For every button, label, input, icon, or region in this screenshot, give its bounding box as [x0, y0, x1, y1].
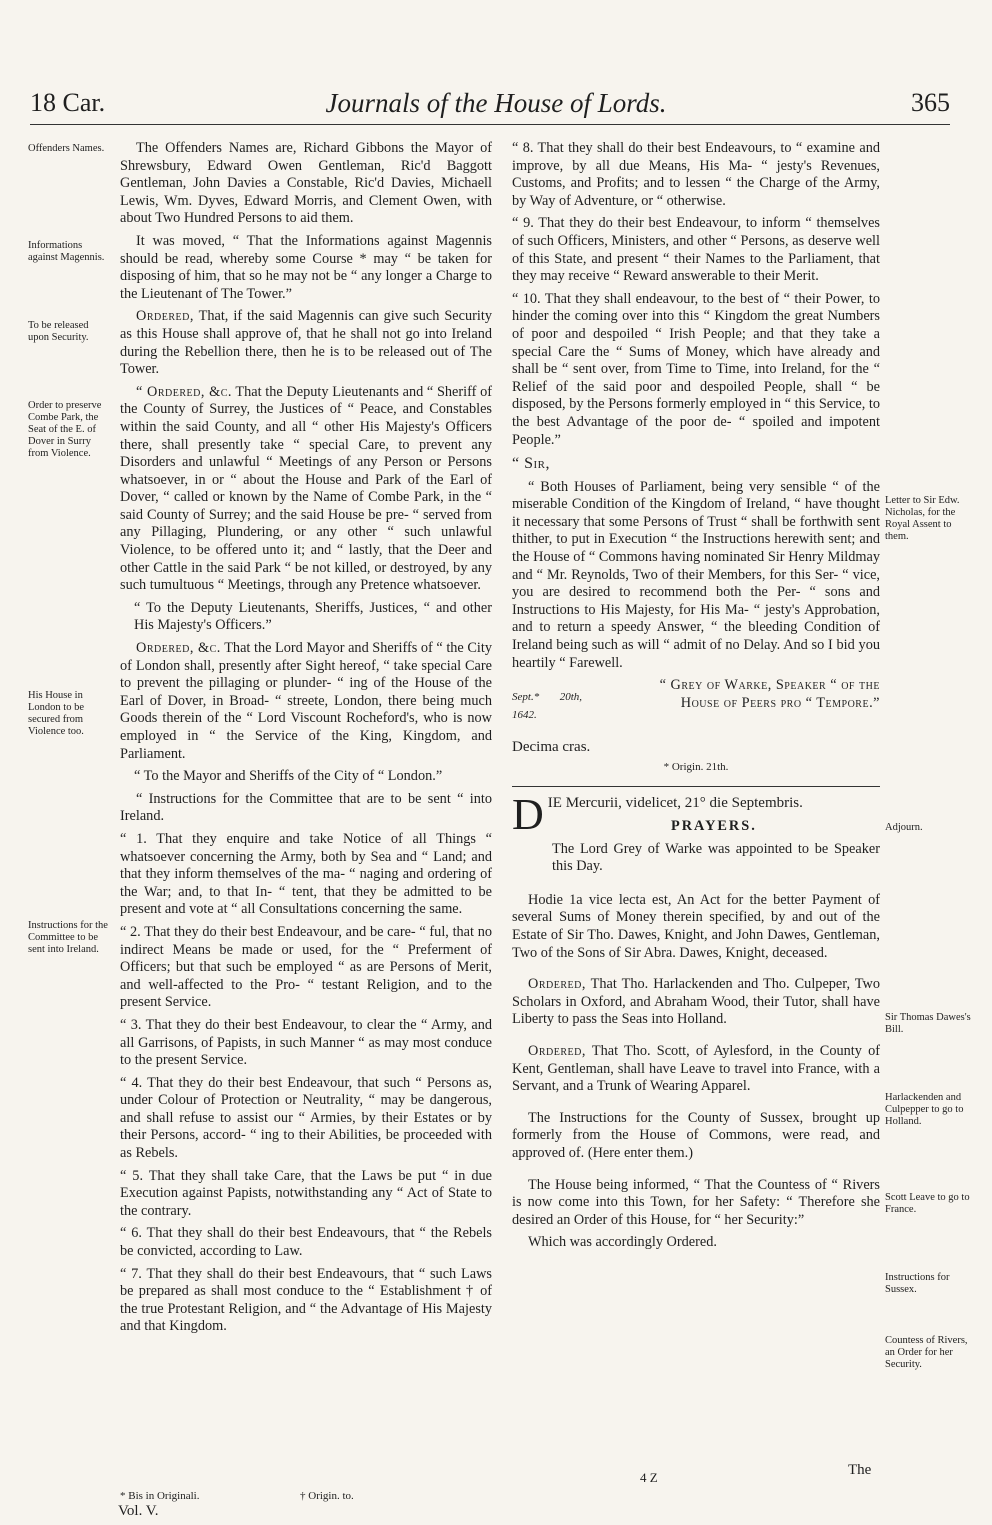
margin-note: Scott Leave to go to France.	[885, 1192, 970, 1215]
instruction-item: “ 1. That they enquire and take Notice of all Things “ whatsoever concerning the Army, both by Sea and “ Land; and that they inform themselves of the ma- “ naging and ordering of the War; and, to that In- “ tent, that they be admitted to be present and vote at “ all Consultations concerning the same.	[120, 830, 492, 918]
paragraph: Ordered, That, if the said Magennis can give such Security as this House shall approve of, that he shall not go into Ireland during the Rebellion there, then he is to be released out of The Tower.	[120, 308, 492, 378]
paragraph: “ Instructions for the Committee that are to be sent “ into Ireland.	[120, 790, 492, 825]
margin-note: Offenders Names.	[28, 143, 105, 154]
page-header	[0, 88, 992, 128]
catchword: The	[848, 1462, 872, 1478]
margin-note: His House in London to be secured from Violence too.	[28, 690, 84, 737]
date-heading: DIE Mercurii, videlicet, 21° die Septembris.	[512, 790, 803, 840]
footnote: * Bis in Originali.	[120, 1490, 200, 1502]
order-lead: Ordered, &c.	[136, 640, 221, 657]
margin-note: Harlackenden and Culpepper to go to Holland.	[885, 1092, 964, 1127]
letter-signature: “ Grey of Warke, Speaker “ of the House of Peers pro “ Tempore.”	[659, 677, 880, 711]
margin-note: Order to preserve Combe Park, the Seat of the E. of Dover in Surry from Violence.	[28, 400, 102, 459]
margin-note: Adjourn.	[885, 822, 923, 833]
letter-date: Sept.* 20th, 1642.	[512, 691, 582, 721]
instruction-item: “ 2. That they do their best Endeavour, and be care- “ ful, that no indirect Means be made or used, for the “ Preferment of Officers; but that such be employed “ as are Persons of Merit, and well-affected to the Pro- “ testant Religion, and to the present Service.	[120, 923, 492, 1011]
letter-closing	[512, 677, 880, 731]
signature-mark: 4 Z	[640, 1470, 658, 1485]
address-line: “ To the Deputy Lieutenants, Sheriffs, Justices, “ and other His Majesty's Officers.”	[134, 599, 492, 634]
prayers-heading: PRAYERS.	[671, 818, 757, 834]
instruction-item: “ 8. That they shall do their best Endeavours, to “ examine and improve, by all due Means, His Ma- “ jesty's Revenues, Customs, and Profits; and to lessen “ the Charge of the Army, by Way of Adventure, or “ otherwise.	[512, 140, 880, 209]
running-title: Journals of the House of Lords.	[325, 88, 667, 118]
paragraph: It was moved, “ That the Informations against Magennis should be read, whereby some Course * may “ be taken for disposing of him, that so he may not be “ any longer a Charge to the Lieutenant of The Tower.”	[120, 232, 492, 302]
order-lead: Ordered,	[136, 308, 194, 325]
margin-note: Sir Thomas Dawes's Bill.	[885, 1012, 971, 1035]
section-rule	[512, 786, 880, 787]
header-rule	[30, 124, 950, 125]
volume-label: Vol. V.	[118, 1503, 159, 1519]
instruction-item: “ 6. That they shall do their best Endeavours, that “ the Rebels be convicted, according to Law.	[120, 1225, 492, 1260]
margin-note: To be released upon Security.	[28, 320, 89, 343]
instruction-item: “ 9. That they do their best Endeavour, to inform “ themselves of such Officers, Ministers, and other “ Persons, as deserve well of this State, and present “ their Names to the Parliament, that they may receive “ Reward answerable to their Merit.	[512, 215, 880, 285]
paragraph: Ordered, That Tho. Harlackenden and Tho. Culpeper, Two Scholars in Oxford, and Abraham Wood, their Tutor, shall have Liberty to pass the Seas into Holland.	[512, 976, 880, 1028]
paragraph: The Offenders Names are, Richard Gibbons the Mayor of Shrewsbury, Edward Owen Gentleman, Ric'd Baggott Gentleman, John Davies a Constable, Ric'd Davies, Michaell Lewis, Wm. Dyves, Edward Morris, and Clement Owen, with about Two Hundred Persons to aid them.	[120, 140, 492, 227]
header-left: 18 Car.	[30, 88, 106, 117]
paragraph: The Lord Grey of Warke was appointed to be Speaker this Day.	[552, 840, 880, 875]
left-column	[120, 140, 492, 1341]
order-lead: Ordered,	[528, 1042, 586, 1059]
address-line: “ To the Mayor and Sheriffs of the City of “ London.”	[134, 768, 443, 785]
paragraph: “ Ordered, &c. That the Deputy Lieutenants and “ Sheriff of the County of Surrey, the Justices of “ Peace, and Constables within the said County, and all “ other His Majesty's Officers there, shall presently take “ special Care, to prevent any Disorders and unlawful “ Meetings of any Person or Persons whatsoever, in or “ about the House and Park of the Earl of Dover, “ called or known by the Name of Combe Park, in the “ said County of Surrey; and the said House be pre- “ served from any Pillaging, Plundering, or any other “ such unlawful Violence, to be offered unto it; and “ lastly, that the Deer and other Cattle in the said Park “ be not killed, or destroyed, by any such tumultuous “ Meetings, through any Pretence whatsoever.	[120, 383, 492, 594]
instruction-item: “ 4. That they do their best Endeavour, that such “ Persons as, under Colour of Protection or Neutrality, “ may be dangerous, and shall refuse to assist our “ Armies, by their Estates or by their Persons, accord- “ ing to their Abilities, be proceeded with as Rebels.	[120, 1074, 492, 1162]
drop-cap: D	[512, 790, 544, 840]
footnote: † Origin. to.	[300, 1490, 354, 1502]
paragraph: Which was accordingly Ordered.	[528, 1234, 717, 1251]
margin-note: Letter to Sir Edw. Nicholas, for the Royal Assent to them.	[885, 495, 960, 542]
margin-note: Informations against Magennis.	[28, 240, 105, 263]
paragraph: The Instructions for the County of Sussex, brought up formerly from the House of Commons, were read, and approved of. (Here enter them.)	[512, 1109, 880, 1161]
paragraph: Hodie 1a vice lecta est, An Act for the better Payment of several Sums of Money therein specified, by and out of the Estate of Sir Tho. Dawes, Knight, and John Dawes, Gentleman, Two of the Sons of Sir Abra. Dawes, Knight, deceased.	[512, 891, 880, 961]
instruction-item: “ 3. That they do their best Endeavour, to clear the “ Army, and all Garrisons, of Papists, in such Manner “ as may most conduce to the present Service.	[120, 1016, 492, 1069]
letter-body: “ Both Houses of Parliament, being very sensible “ of the miserable Condition of the Kingdom of Ireland, “ have thought it necessary that some Persons of Trust “ shall be forthwith sent thither, to put in Execution “ the Instructions herewith sent; and the House of “ Commons having nominated Sir Henry Mildmay and “ Mr. Reynolds, Two of their Members, for this Ser- “ vice, you are desired to recommend both the Per- “ sons and Instructions to His Majesty, for His Ma- “ jesty's Approbation, and to return a speedy Answer, “ the bleeding Condition of Ireland being such as will “ admit of no Delay. And so I bid you heartily “ Farewell.	[512, 478, 880, 671]
paragraph: Ordered, That Tho. Scott, of Aylesford, in the County of Kent, Gentleman, shall have Leave to travel into France, with a Servant, and a Trunk of Wearing Apparel.	[512, 1042, 880, 1095]
paragraph: Ordered, &c. That the Lord Mayor and Sheriffs of “ the City of London shall, presently after Sight hereof, “ take special Care to prevent the pillaging or plunder- “ ing of the House of the Earl of Dover, in Broad- “ streete, London, there being much Goods therein of the “ Lord Viscount Rocheford's, who is now employed in “ the Service of the King, Kingdom, and Parliament.	[120, 640, 492, 762]
order-lead: “ Ordered, &c.	[136, 383, 232, 400]
paragraph: The House being informed, “ That the Countess of “ Rivers is now come into this Town, for her Safety: “ Therefore she desired an Order of this House, for “ her Security:”	[512, 1176, 880, 1228]
margin-note: Instructions for Sussex.	[885, 1272, 950, 1295]
footnote: * Origin. 21th.	[663, 760, 729, 773]
letter-salutation: “ Sir,	[512, 455, 550, 473]
right-column	[512, 140, 880, 1257]
margin-note: Instructions for the Committee to be sent into Ireland.	[28, 920, 108, 955]
adjournment: Decima cras.	[512, 739, 591, 756]
instruction-item: “ 5. That they shall take Care, that the Laws be put “ in due Execution against Papists, notwithstanding any “ Act of State to the contrary.	[120, 1167, 492, 1219]
margin-note: Countess of Rivers, an Order for her Security.	[885, 1335, 968, 1370]
instruction-item: “ 7. That they shall do their best Endeavours, that “ such Laws be prepared as shall most conduce to the “ Establishment † of the true Protestant Religion, and “ the Advantage of His Majesty and that Kingdom.	[120, 1265, 492, 1335]
page-number: 365	[911, 88, 950, 117]
order-lead: Ordered,	[528, 976, 586, 993]
instruction-item: “ 10. That they shall endeavour, to the best of “ their Power, to hinder the coming over into this “ Kingdom the great Numbers of poor and despoiled “ Irish People; and that they take a special Care the “ Sums of Money, which have already and shall be “ sent over, from Time to Time, into Ireland, for the “ Relief of the said poor and despoiled People, shall “ be disposed, by the Persons formerly employed in “ this Service, to the best Advantage of the poor de- “ spoiled and impotent People.”	[512, 290, 880, 448]
